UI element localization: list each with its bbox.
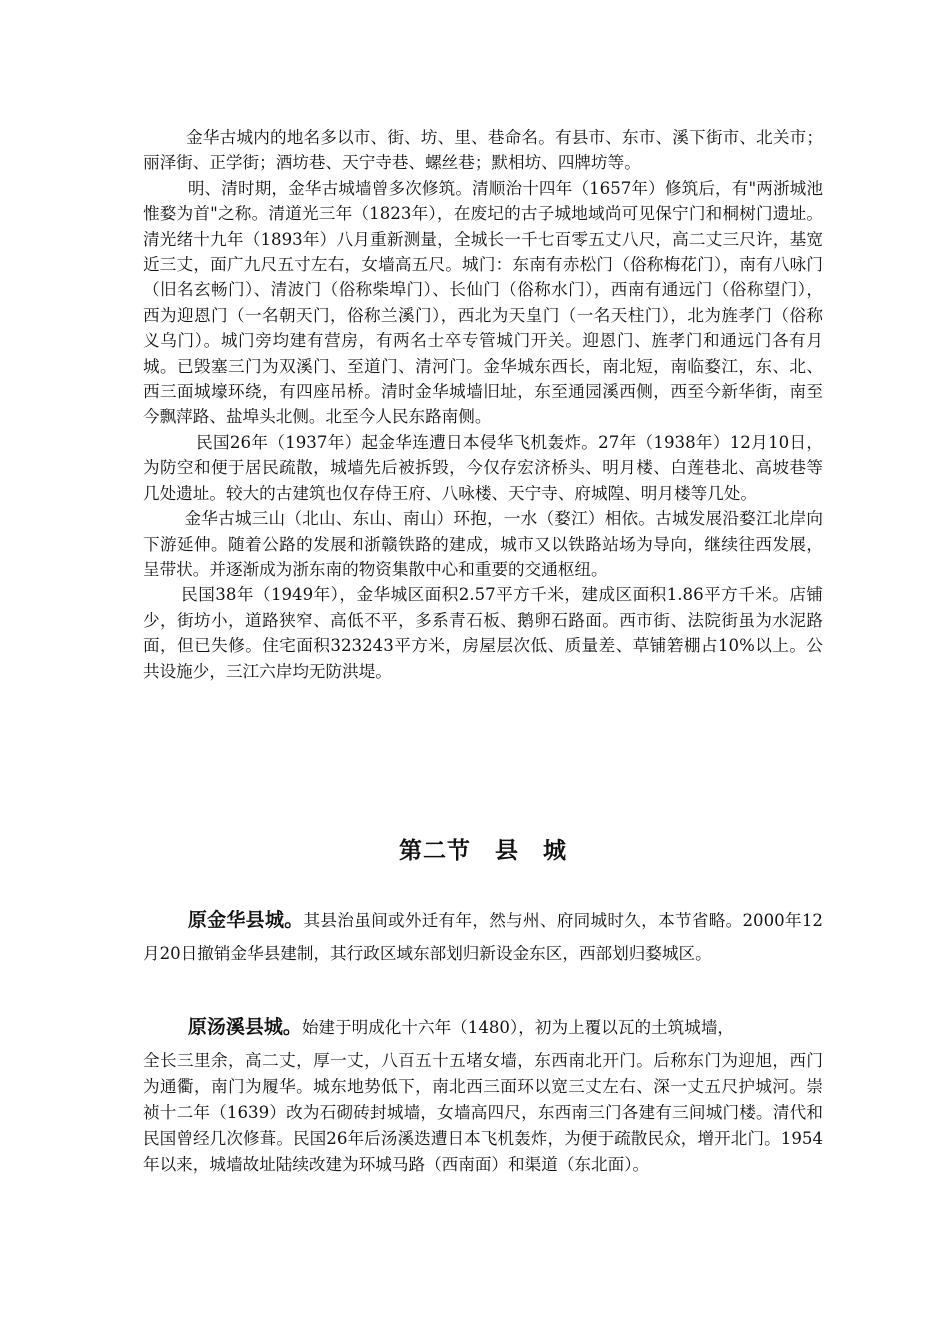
entry-lead: 原汤溪县城。 bbox=[187, 1016, 302, 1038]
entry-lead: 原金华县城。 bbox=[187, 909, 304, 931]
entry-tangxi-continued: 全长三里余，高二丈，厚一丈，八百五十五堵女墙，东西南北开门。后称东门为迎旭，西门为通衢，南门为履华。城东地势低下，南北西三面环以宽三丈左右、深一丈五尺护城河。崇祯十二年（1639）改为石砌砖封城墙，女墙高四尺，东西南三门各建有三间城门楼。清代和民国曾经几次修葺。民国26年后汤溪迭遭日本飞机轰炸，为便于疏散民众，增开北门。1954年以来，城墙故址陆续改建为环城马路（西南面）和渠道（东北面）。 bbox=[143, 1051, 823, 1174]
paragraph-bombing: 民国26年（1937年）起金华连遭日本侵华飞机轰炸。27年（1938年）12月10日，为防空和便于居民疏散，城墙先后被拆毁，今仅存宏济桥头、明月楼、白莲巷北、高坡巷等几处遗址。较大的古建筑也仅存侍王府、八咏楼、天宁寺、府城隍、明月楼等几处。 bbox=[143, 432, 823, 503]
entry-jinhua-county bbox=[143, 904, 823, 970]
entry-text: 其县治虽间或外迁有年，然与州、府同城时久，本节省略。2000年12月20日撤销金华县建制，其行政区域东部划归新设金东区，西部划归婺城区。 bbox=[143, 911, 823, 963]
entry-text: 始建于明成化十六年（1480），初为上覆以瓦的土筑城墙， bbox=[301, 1018, 735, 1037]
body-text bbox=[143, 125, 823, 684]
paragraph-city-walls: 明、清时期，金华古城墙曾多次修筑。清顺治十四年（1657年）修筑后，有"两浙城池惟婺为首"之称。清道光三年（1823年），在废圮的古子城地域尚可见保宁门和桐树门遗址。清光绪十九年（1893年）八月重新测量，全城长一千七百零五丈八尺，高二丈三尺许，基宽近三丈，面广九尺五寸左右，女墙高五尺。城门：东南有赤松门（俗称梅花门），南有八咏门（旧名玄畅门）、清波门（俗称柴埠门）、长仙门（俗称水门），西南有通远门（俗称望门），西为迎恩门（一名朝天门，俗称兰溪门），西北为天皇门（一名天柱门），北为旌孝门（俗称义乌门）。城门旁均建有营房，有两名士卒专管城门开关。迎恩门、旌孝门和通远门各有月城。已毁塞三门为双溪门、至道门、清河门。金华城东西长，南北短，南临婺江，东、北、西三面城壕环绕，有四座吊桥。清时金华城墙旧址，东至通园溪西侧，西至今新华街，南至今飘萍路、盐埠头北侧。北至今人民东路南侧。 bbox=[143, 178, 823, 427]
section-title: 第二节 县 城 bbox=[399, 838, 567, 864]
paragraph-geography: 金华古城三山（北山、东山、南山）环抱，一水（婺江）相依。古城发展沿婺江北岸向下游延伸。随着公路的发展和浙赣铁路的建成，城市又以铁路站场为导向，继续往西发展，呈带状。并逐渐成为浙东南的物资集散中心和重要的交通枢纽。 bbox=[143, 509, 823, 579]
entry-tangxi-county bbox=[143, 1011, 823, 1044]
paragraph-place-names: 金华古城内的地名多以市、街、坊、里、巷命名。有县市、东市、溪下街市、北关市；丽泽街、正学街；酒坊巷、天宁寺巷、螺丝巷；默相坊、四牌坊等。 bbox=[143, 128, 823, 173]
paragraph-1949-statistics: 民国38年（1949年），金华城区面积2.57平方千米，建成区面积1.86平方千米。店铺少，街坊小，道路狭窄、高低不平，多系青石板、鹅卵石路面。西市街、法院街虽为水泥路面，但已失修。住宅面积323243平方米，房屋层次低、质量差、草铺箬棚占10%以上。公共设施少，三江六岸均无防洪堤。 bbox=[143, 585, 823, 681]
